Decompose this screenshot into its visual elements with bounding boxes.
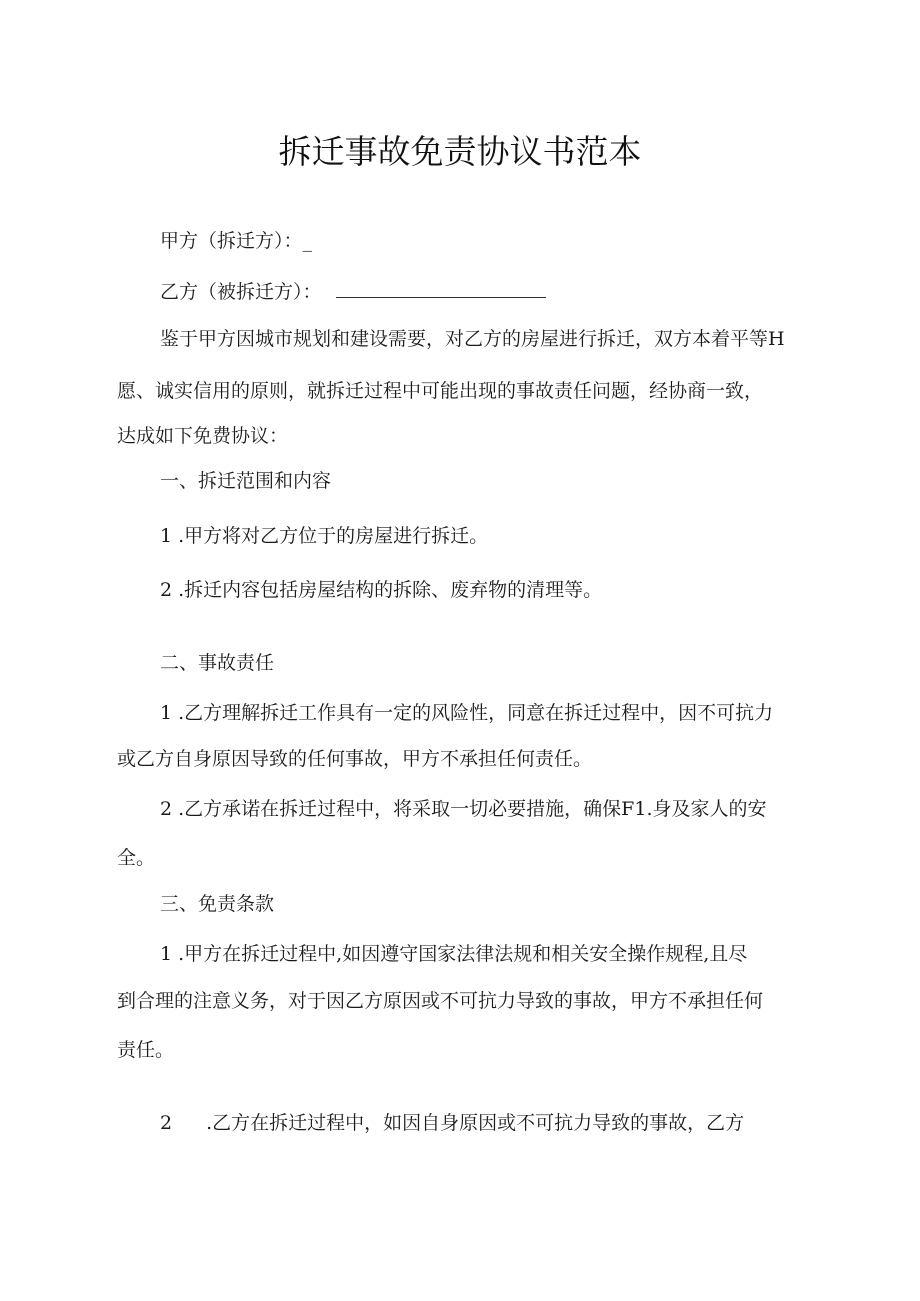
- section-2-item-2-line-2: 全。: [117, 847, 156, 869]
- section-1-item-2: 2 .拆迁内容包括房屋结构的拆除、废弃物的清理等。: [160, 579, 603, 601]
- section-2-heading: 二、事故责任: [160, 652, 275, 674]
- section-3-heading: 三、免责条款: [160, 893, 275, 915]
- preamble-line-2: 愿、诚实信用的原则，就拆迁过程中可能出现的事故责任问题，经协商一致，: [117, 380, 764, 402]
- section-1-heading: 一、拆迁范围和内容: [160, 470, 332, 492]
- preamble-line-3: 达成如下免费协议：: [117, 425, 289, 447]
- section-3-item-2-line-1: [160, 1110, 850, 1136]
- document-title: 拆迁事故免责协议书范本: [278, 132, 642, 171]
- party-a-label: 甲方（拆迁方）：: [160, 230, 303, 252]
- party-b-line: [160, 279, 850, 305]
- preamble-line-1: 鉴于甲方因城市规划和建设需要，对乙方的房屋进行拆迁，双方本着平等H: [160, 328, 785, 350]
- section-1-item-1: 1 .甲方将对乙方位于的房屋进行拆迁。: [160, 525, 489, 547]
- party-a-line: [160, 228, 850, 254]
- section-3-item-2-number: 2: [160, 1112, 173, 1134]
- section-3-item-1-line-2: 到合理的注意义务，对于因乙方原因或不可抗力导致的事故，甲方不承担任何: [117, 990, 764, 1012]
- party-b-label: 乙方（被拆迁方）：: [160, 281, 322, 303]
- section-3-item-2-text: .乙方在拆迁过程中，如因自身原因或不可抗力导致的事故，乙方: [206, 1112, 745, 1134]
- section-2-item-2-line-1: 2 .乙方承诺在拆迁过程中，将采取一切必要措施，确保F1.身及家人的安: [160, 798, 767, 820]
- party-b-blank: [336, 279, 546, 298]
- section-3-item-1-line-1: 1 .甲方在拆迁过程中,如因遵守国家法律法规和相关安全操作规程,且尽: [160, 943, 748, 965]
- section-2-item-1-line-1: 1 .乙方理解拆迁工作具有一定的风险性，同意在拆迁过程中，因不可抗力: [160, 702, 774, 724]
- section-2-item-1-line-2: 或乙方自身原因导致的任何事故，甲方不承担任何责任。: [117, 748, 593, 770]
- section-3-item-1-line-3: 责任。: [117, 1039, 175, 1061]
- party-a-blank: _: [302, 230, 313, 252]
